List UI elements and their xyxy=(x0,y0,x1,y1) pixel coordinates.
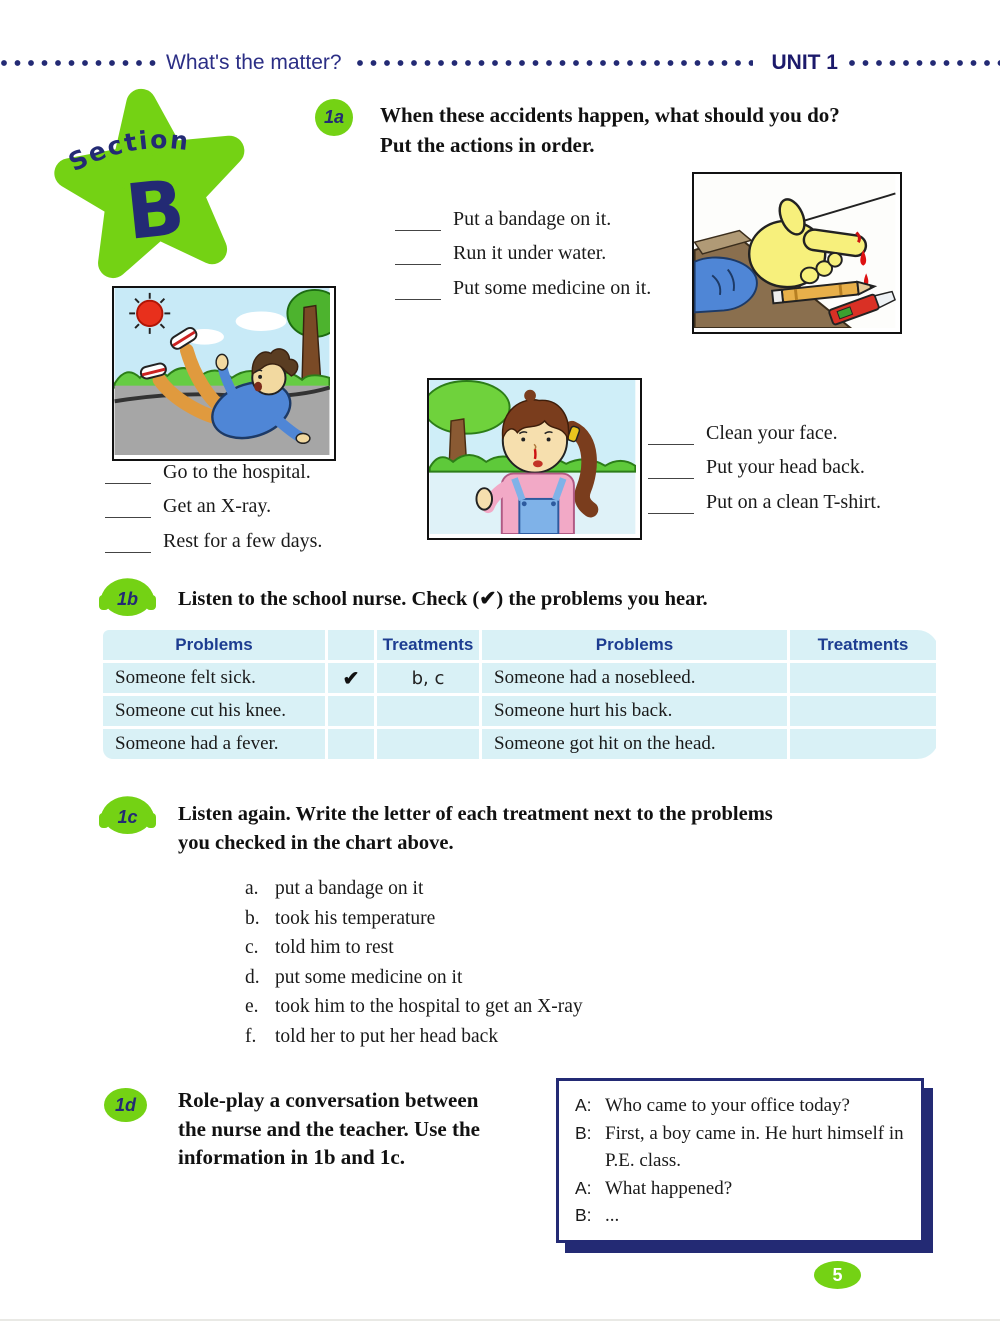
answer-blank xyxy=(395,275,441,300)
answer-blank xyxy=(648,489,694,514)
dotted-rule xyxy=(356,59,754,67)
scan-artifact-line xyxy=(0,1319,1000,1321)
answer-blank xyxy=(395,206,441,231)
instruction-1b: Listen to the school nurse. Check (✔) the problems you hear. xyxy=(178,588,708,610)
boy-falling-illustration xyxy=(112,286,336,461)
table-cell-problem: Someone got hit on the head. xyxy=(482,729,787,759)
instruction-1a: When these accidents happen, what should you do? Put the actions in order. xyxy=(380,103,840,157)
dialog-line: B: ... xyxy=(575,1205,620,1226)
list-item: f. told her to put her head back xyxy=(245,1025,499,1047)
table-cell-problem: Someone cut his knee. xyxy=(103,696,325,726)
column-header: Treatments xyxy=(790,630,936,660)
problems-treatments-table xyxy=(103,630,939,759)
action-item: Put a bandage on it. xyxy=(395,196,651,231)
table-cell-check xyxy=(328,729,374,759)
actions-nosebleed xyxy=(648,410,881,514)
answer-blank xyxy=(105,528,151,553)
table-cell-treatment: b, c xyxy=(377,663,479,693)
action-item: Run it under water. xyxy=(395,231,651,266)
dialog-line: B: First, a boy came in. He hurt himself in P.E. class. xyxy=(575,1122,904,1171)
answer-blank xyxy=(648,454,694,479)
section-b-star xyxy=(46,88,264,293)
action-item: Go to the hospital. xyxy=(105,449,322,484)
table-cell-problem: Someone felt sick. xyxy=(103,663,325,693)
column-header-spacer xyxy=(328,630,374,660)
action-item: Clean your face. xyxy=(648,410,881,445)
list-item: d. put some medicine on it xyxy=(245,966,463,988)
answer-blank xyxy=(105,459,151,484)
table-cell-check xyxy=(328,696,374,726)
action-item: Rest for a few days. xyxy=(105,518,322,553)
instruction-1c: Listen again. Write the letter of each treatment next to the problems you checked in the chart above. xyxy=(178,803,773,854)
task-badge-1a: 1a xyxy=(315,99,353,136)
cut-finger-illustration xyxy=(692,172,902,334)
star-icon xyxy=(46,88,264,293)
table-cell-problem: Someone hurt his back. xyxy=(482,696,787,726)
answer-blank xyxy=(648,420,694,445)
answer-blank xyxy=(395,240,441,265)
girl-nosebleed-illustration xyxy=(427,378,642,540)
answer-blank xyxy=(105,493,151,518)
dotted-rule xyxy=(848,59,1000,67)
table-cell-problem: Someone had a nosebleed. xyxy=(482,663,787,693)
column-header: Problems xyxy=(103,630,325,660)
list-item: e. took him to the hospital to get an X-ray xyxy=(245,996,583,1018)
task-badge-1c: 1c xyxy=(104,800,151,834)
actions-cut-finger xyxy=(395,196,651,300)
column-header: Treatments xyxy=(377,630,479,660)
actions-fall xyxy=(105,449,322,553)
list-item: a. put a bandage on it xyxy=(245,878,424,899)
page-header xyxy=(0,52,1000,74)
action-item: Put on a clean T-shirt. xyxy=(648,479,881,514)
unit-label: UNIT 1 xyxy=(771,51,838,74)
list-item: c. told him to rest xyxy=(245,937,394,959)
section-word: Section xyxy=(63,125,192,178)
task-badge-1d: 1d xyxy=(104,1088,147,1122)
action-item: Put some medicine on it. xyxy=(395,265,651,300)
table-cell-treatment xyxy=(790,663,936,693)
dialog-line: A: What happened? xyxy=(575,1177,733,1199)
sample-dialog-box xyxy=(556,1078,924,1243)
list-item: b. took his temperature xyxy=(245,907,436,929)
action-item: Put your head back. xyxy=(648,445,881,480)
section-letter: B xyxy=(121,162,189,257)
column-header: Problems xyxy=(482,630,787,660)
action-item: Get an X-ray. xyxy=(105,484,322,519)
treatment-list xyxy=(245,874,583,1052)
table-cell-treatment xyxy=(790,696,936,726)
instruction-1d: Role-play a conversation between the nurse and the teacher. Use the information in 1b and 1c. xyxy=(178,1088,480,1169)
dotted-rule xyxy=(0,59,160,67)
table-cell-check: ✔ xyxy=(328,663,374,693)
page-title: What's the matter? xyxy=(166,51,342,74)
dialog-line: A: Who came to your office today? xyxy=(575,1095,850,1116)
table-cell-treatment xyxy=(790,729,936,759)
page-number-badge: 5 xyxy=(814,1261,861,1289)
table-cell-treatment xyxy=(377,696,479,726)
table-cell-problem: Someone had a fever. xyxy=(103,729,325,759)
table-cell-treatment xyxy=(377,729,479,759)
task-badge-1b: 1b xyxy=(104,582,151,616)
